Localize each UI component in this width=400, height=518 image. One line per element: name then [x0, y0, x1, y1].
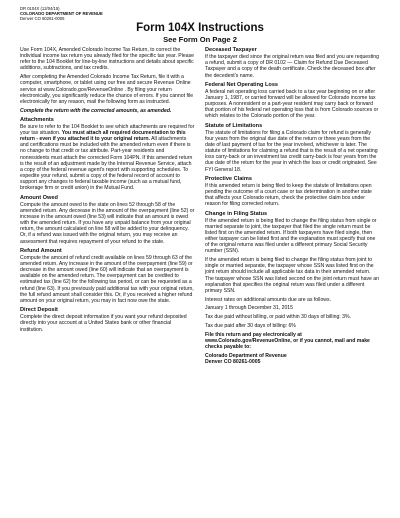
- agency-address: Denver CO 80261-0005: [20, 16, 65, 21]
- protective-claims-paragraph: If this amended return is being filed to keep the statute of limitations open pending the outcome of a court case or tax determination in another state that affects your Colorado return, check the protective claim box under reason for filing corrected return.: [205, 182, 372, 208]
- attachments-bold-text: You must attach all required documentation to this return - even if you attached it to your original return.: [20, 130, 186, 143]
- rate-after-30-days: Tax due paid after 30 days of billing: 6%: [205, 322, 296, 329]
- limitations-paragraph: The statute of limitations for filing a Colorado claim for refund is generally four years from the original due date of the return or three years from the date of last payment of tax for the year involved, whichever is later. The statute of limitations for claiming a refund that is the result of a net operating loss carry-back or an investment tax credit carry-back is four years from the due date of the return for the year in which the loss or credit originated. See FYI General 18.: [205, 129, 378, 173]
- agency-name: COLORADO DEPARTMENT OF REVENUE: [20, 11, 103, 16]
- deceased-heading: Deceased Taxpayer: [205, 47, 257, 53]
- intro-paragraph-1: Use Form 104X, Amended Colorado Income Tax Return, to correct the individual income tax return you already filed for the specific tax year. Please refer to the 104 Booklet for line-by-line instructions and details about specific additions, subtractions, and tax credits.: [20, 47, 195, 72]
- emphasis-note: Complete the return with the corrected amounts, as amended.: [20, 107, 172, 114]
- filing-status-paragraph-1: If the amended return is being filed to change the filing status from single or married separate to joint, the taxpayer that filed the single return must be listed first on the amended return. If both taxpayers have filed single, then either taxpayer can be listed first and the explanation must specify that one of the original returns was filed under a different primary Social Security number (SSN).: [205, 217, 377, 255]
- two-column-body: [20, 47, 380, 365]
- amount-owed-paragraph: Compute the amount owed to the state on lines 52 through 58 of the amended return. Any decrease in the amount of the overpayment (line 52) or increase in the amount owed (line 53) will indicate that an amount is owed with the amended return. If you have any unpaid balance from your original return, the amount calculated on line 58 will be added to your delinquency. Or, if a refund was issued with the original return, you may receive an assessment that requires repayment of your refund to the state.: [20, 201, 195, 245]
- deceased-paragraph: If the taxpayer died since the original return was filed and you are requesting a refund, submit a copy of DR 0102 — Claim for Refund Due Deceased Taxpayer and a copy of the death certificate. Check the deceased box after the decedent's name.: [205, 54, 380, 79]
- mailing-city: Denver CO 80261-0005: [205, 358, 261, 365]
- form-header: [20, 6, 380, 21]
- left-column: [20, 47, 195, 365]
- intro-paragraph-2: After completing the Amended Colorado Income Tax Return, file it with a computer, smartphone, or tablet using our free and secure Revenue Online service at www.Colorado.gov/RevenueOnline . By filing your return electronically, you significantly reduce the chance of errors. If you cannot file electronically for any reason, mail the following form as instructed.: [20, 74, 194, 105]
- rate-within-30-days: Tax due paid without billing, or paid within 30 days of billing: 3%.: [205, 314, 352, 321]
- limitations-heading: Statute of Limitations: [205, 122, 263, 129]
- amount-owed-heading: Amount Owed: [20, 194, 58, 201]
- page-title: Form 104X Instructions: [136, 22, 264, 34]
- page-subtitle: See Form On Page 2: [163, 35, 237, 44]
- protective-claims-heading: Protective Claims: [205, 175, 252, 182]
- nol-heading: Federal Net Operating Loss: [205, 81, 279, 88]
- refund-amount-heading: Refund Amount: [20, 247, 62, 254]
- refund-amount-paragraph: Compute the amount of refund credit available on lines 59 through 63 of the amended return. Any increase in the amount of the overpayment (line 59) or decrease in the amount owed (line 60) will indicate that an overpayment is available on the amended return. The overpayment can be credited to estimated tax (line 62) for the following tax period, or can be requested as a refund (line 63). If you previously paid additional tax with your original return, the full refund amount shall consider this. Or, if you received a higher refund amount on your original return, you may in fact now owe the state.: [20, 254, 194, 304]
- form-number: DR 0104X (12/04/15): [20, 6, 60, 11]
- interest-paragraph: Interest rates on additional amounts due are as follows.: [205, 296, 332, 303]
- direct-deposit-heading: Direct Deposit: [20, 307, 58, 314]
- mailing-name: Colorado Department of Revenue: [205, 352, 287, 359]
- nol-paragraph: A federal net operating loss carried back to a tax year beginning on or after January 1, 1987, or carried forward will be allowed for Colorado income tax purposes. A nonresident or a part-year resident may carry back or forward that portion of his federal net operating loss that is from Colorado sources or which relates to the Colorado portion of the year.: [205, 88, 379, 120]
- right-column: [205, 47, 380, 365]
- efile-note: File this return and pay electronically at www.Colorado.gov/RevenueOnline, or if you cannot, mail and make checks payable to:: [205, 331, 370, 350]
- attachments-paragraph-1: [20, 124, 195, 192]
- interest-dates: January 1 through December 31, 2015: [205, 305, 294, 312]
- filing-status-paragraph-2: If the amended return is being filed to change the filing status from joint to single or married separate, the taxpayer whose SSN was listed first on the joint return should include all applicable tax data in their amended return. The taxpayer whose SSN was listed second on the joint return must have an explanation that specifies the original return was filed under a different primary SSN.: [205, 257, 380, 294]
- direct-deposit-paragraph: Complete the direct deposit information if you want your refund deposited directly into your account at a United States bank or other financial institution.: [20, 314, 187, 333]
- attachments-heading: Attachments: [20, 116, 54, 123]
- attachments-text: Be sure to refer to the 104 Booklet to see which attachments are required for your tax situation.: [20, 123, 195, 136]
- attachments-text-2: All attachments and certifications must be included with the amended return even if there is no change to that credit or tax attribute. Part-year residents and nonresidents must attach the corrected Form 104PN. If this amended return is the result of an adjustment made by the Internal Revenue Service, attach a copy of the federal revenue agent's report with supporting schedules. To expedite your refund, submit a copy of the federal record of account to support any changes to federal taxable income (such as a mutual fund, brokerage firm or credit union) in the Mutual Fund.: [20, 136, 193, 192]
- filing-status-heading: Change in Filing Status: [205, 210, 268, 217]
